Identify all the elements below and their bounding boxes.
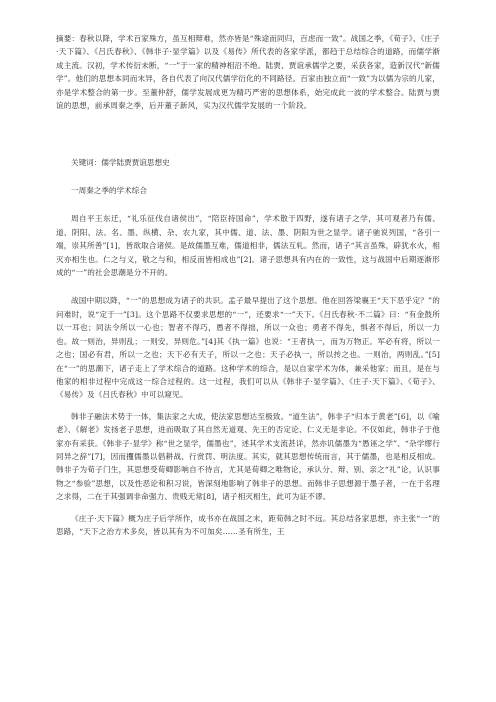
spacer [56, 279, 440, 294]
spacer [56, 402, 440, 410]
keywords: 关键词：儒学陆贾贾谊思想史 [71, 158, 170, 168]
body-paragraph-2: 战国中期以降，“一”的思想成为诸子的共识。孟子最早提出了这个思想。他在回答梁襄王“天下恶乎定？”的问难时，说“定于一”[3]。这个思路不仅要求思想的“一”，还要求“一”天下。《吕氏春秋·不二篇》曰：“有金鼓所以一耳也；同法令所以一心也；智者不得巧，愚者不得拙，所以一众也；勇者不得先，惧者不得后，所以一力也。故一则治，异则乱；一则安，异则危。”[4]其《执一篇》也说：“王者执一，而为万物正。军必有将，所以一之也；国必有君，所以一之也；天下必有天子，所以一之也；天子必执一，所以抟之也。一则治，两则乱。”[5]在“一”的思潮下，诸子走上了学术综合的道路。这种学术的综合，是以自家学术为体，兼采他家；而且，是在与他家的相非过程中完成这一综合过程的。这一过程，我们可以从《韩非子·显学篇》、《庄子·天下篇》、《荀子》、《易传》及《吕氏春秋》中可以窥见。 [56, 296, 440, 400]
body-paragraph-4: 《庄子·天下篇》概为庄子后学所作，成书亦在战国之末，距荀韩之时不远。其总结各家思想，亦主张“一”的思路，“天下之治方术多矣，皆以其有为不可加矣……圣有所生，王 [56, 513, 440, 536]
body-paragraph-3: 韩非子融法术势于一体，集法家之大成，使法家思想达至极致。“道生法”，韩非子“归本于黄老”[6]，以《喻老》、《解老》发扬老子思想，进而吸取了其自然无道观、先王的否定论、仁义无是非论。不仅如此，韩非子于他家亦有采获。《韩非子·显学》称“世之显学，儒墨也”，述其学术支流甚详，然亦讥儒墨为“愚诬之学”、“杂学缪行同异之辞”[7]，因而攫儒墨以倡耕战、行赏罚、明法度。其实，就其思想传统而言，其于儒墨，也是相反相成。韩非子为荀子门生，其思想受荀卿影响自不待言，尤其是荀卿之唯物论，承认分、辩、别、亲之“礼”论，认识事物之“参验”思想，以及性恶论和积习说，皆深刻地影响了韩非子的思想。而韩非子思想源于墨子者，一在于名理之求得，二在于其强调非命强力、贵贱无常[8]，诸子相灭相生，此可为证不谬。 [56, 411, 440, 502]
spacer [56, 504, 440, 512]
body-paragraph-1: 周自平王东迁，“礼乐征伐自诸侯出”，“陪臣持国命”，学术散于四野，遂有诸子之学，其可观者乃有儒、道、阴阳、法、名、墨、纵横、杂、农九家，其中儒、道、法、墨、阴阳为世之显学。诸子驰说列国，“各引一端，崇其所善”[1]，皆欲取合诸侯。是故儒墨互难，儒道相非，儒法互轧。然而，诸子“其言虽殊，辟犹水火，相灭亦相生也。仁之与义，敬之与和，相反而皆相成也”[2]。诸子思想具有内在的一致性，这与战国中后期逐渐形成的“一”的社会思潮是分不开的。 [56, 214, 440, 278]
spacer [56, 169, 440, 184]
abstract: 摘要：春秋以降，学术百家殊方，虽互相辩难，然亦皆是“殊途而同归，百虑而一致”。战国之季，《荀子》、《庄子·天下篇》、《吕氏春秋》、《韩非子·显学篇》以及《易传》所代表的各家学派，都趋于总结综合的道路，而儒学渐成主流。汉初，学术传衍未断，“一”于一家的精神相沿不绝。陆贾、贾谊承儒学之要，采获各家，造新汉代“新儒学”。他们的思想本同而末异，各自代表了向汉代儒学衍化的不同路径。百家由独立而“一致”为以儒为宗的儿家，亦是学术整合的第一步。至董仲舒，儒学发展成更为精巧严密的思想体系，始完成此一波的学术整合。陆贾与贾谊的思想，前承周秦之季，后开董子新风，实为汉代儒学发展的一个阶段。 [56, 34, 440, 111]
section-heading: 一周秦之季的学术综合 [71, 186, 147, 196]
spacer [56, 112, 440, 156]
spacer [56, 197, 440, 212]
